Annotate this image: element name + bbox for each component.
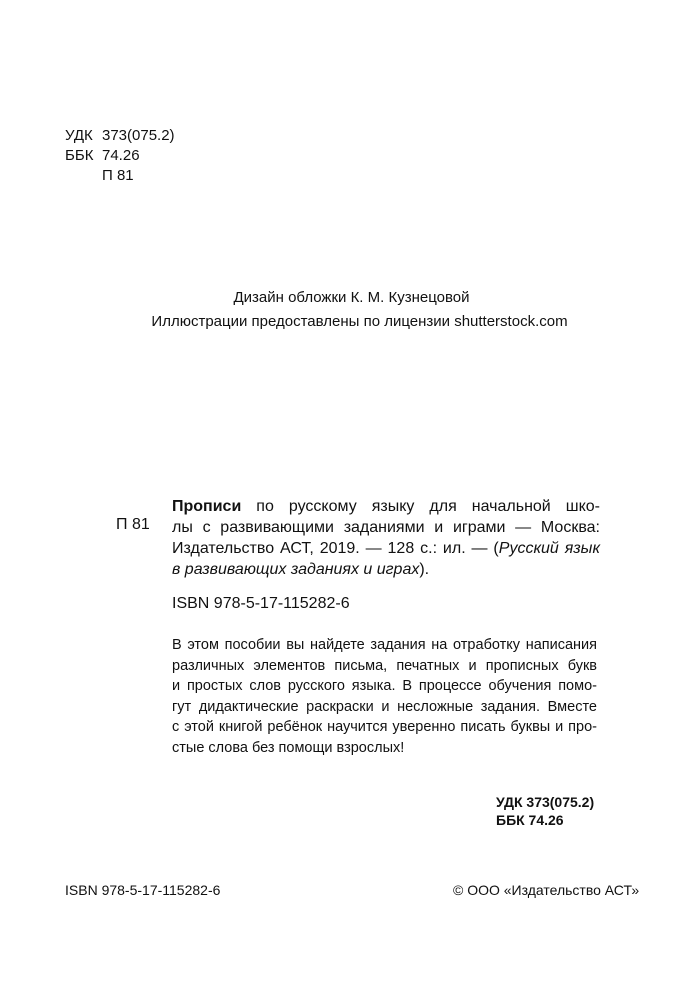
credits [0,286,681,334]
bold-classification-codes [496,793,594,829]
annotation-line: и простых слов русского языка. В процессе обучения помо- [172,678,597,694]
udk-label: УДК [65,127,93,144]
desc-line-2: лы с развивающими заданиями и играми — Москва: [172,519,600,536]
annotation-line: В этом пособии вы найдете задания на отработку написания [172,637,597,653]
series-title-part-2: в развивающих заданиях и играх [172,561,420,578]
annotation-line: с этой книгой ребёнок научится уверенно писать буквы и про- [172,719,597,735]
illustrations-credit: Иллюстрации предоставлены по лицензии shutterstock.com [151,313,568,330]
bold-bbk: ББК 74.26 [496,812,564,828]
desc-line-1: Прописи по русскому языку для начальной шко- [172,498,600,515]
udk-row [65,126,175,146]
bold-udk: УДК 373(075.2) [496,794,595,810]
bbk-value: 74.26 [102,147,140,164]
copyright: © ООО «Издательство АСТ» [453,882,640,898]
classification-codes [65,126,175,186]
udk-value: 373(075.2) [102,127,175,144]
annotation [172,635,597,758]
book-title: Прописи [172,498,242,515]
annotation-line: стые слова без помощи взрослых! [172,739,405,756]
isbn: ISBN 978-5-17-115282-6 [172,595,350,612]
annotation-line: гут дидактические раскраски и несложные задания. Вместе [172,698,597,715]
desc-line-3: Издательство АСТ, 2019. — 128 с.: ил. — (Русский язык [172,540,601,557]
author-mark-row [65,166,175,186]
series-title-part-1: Русский язык [498,540,601,557]
cover-design-credit: Дизайн обложки К. М. Кузнецовой [233,289,470,306]
catalog-description [172,496,600,580]
author-mark: П 81 [102,167,134,184]
bbk-row [65,146,175,166]
annotation-line: различных элементов письма, печатных и прописных букв [172,657,597,674]
catalog-code: П 81 [116,516,150,533]
bbk-label: ББК [65,147,94,164]
footer-isbn: ISBN 978-5-17-115282-6 [65,882,221,898]
desc-line-4: в развивающих заданиях и играх). [172,561,430,578]
